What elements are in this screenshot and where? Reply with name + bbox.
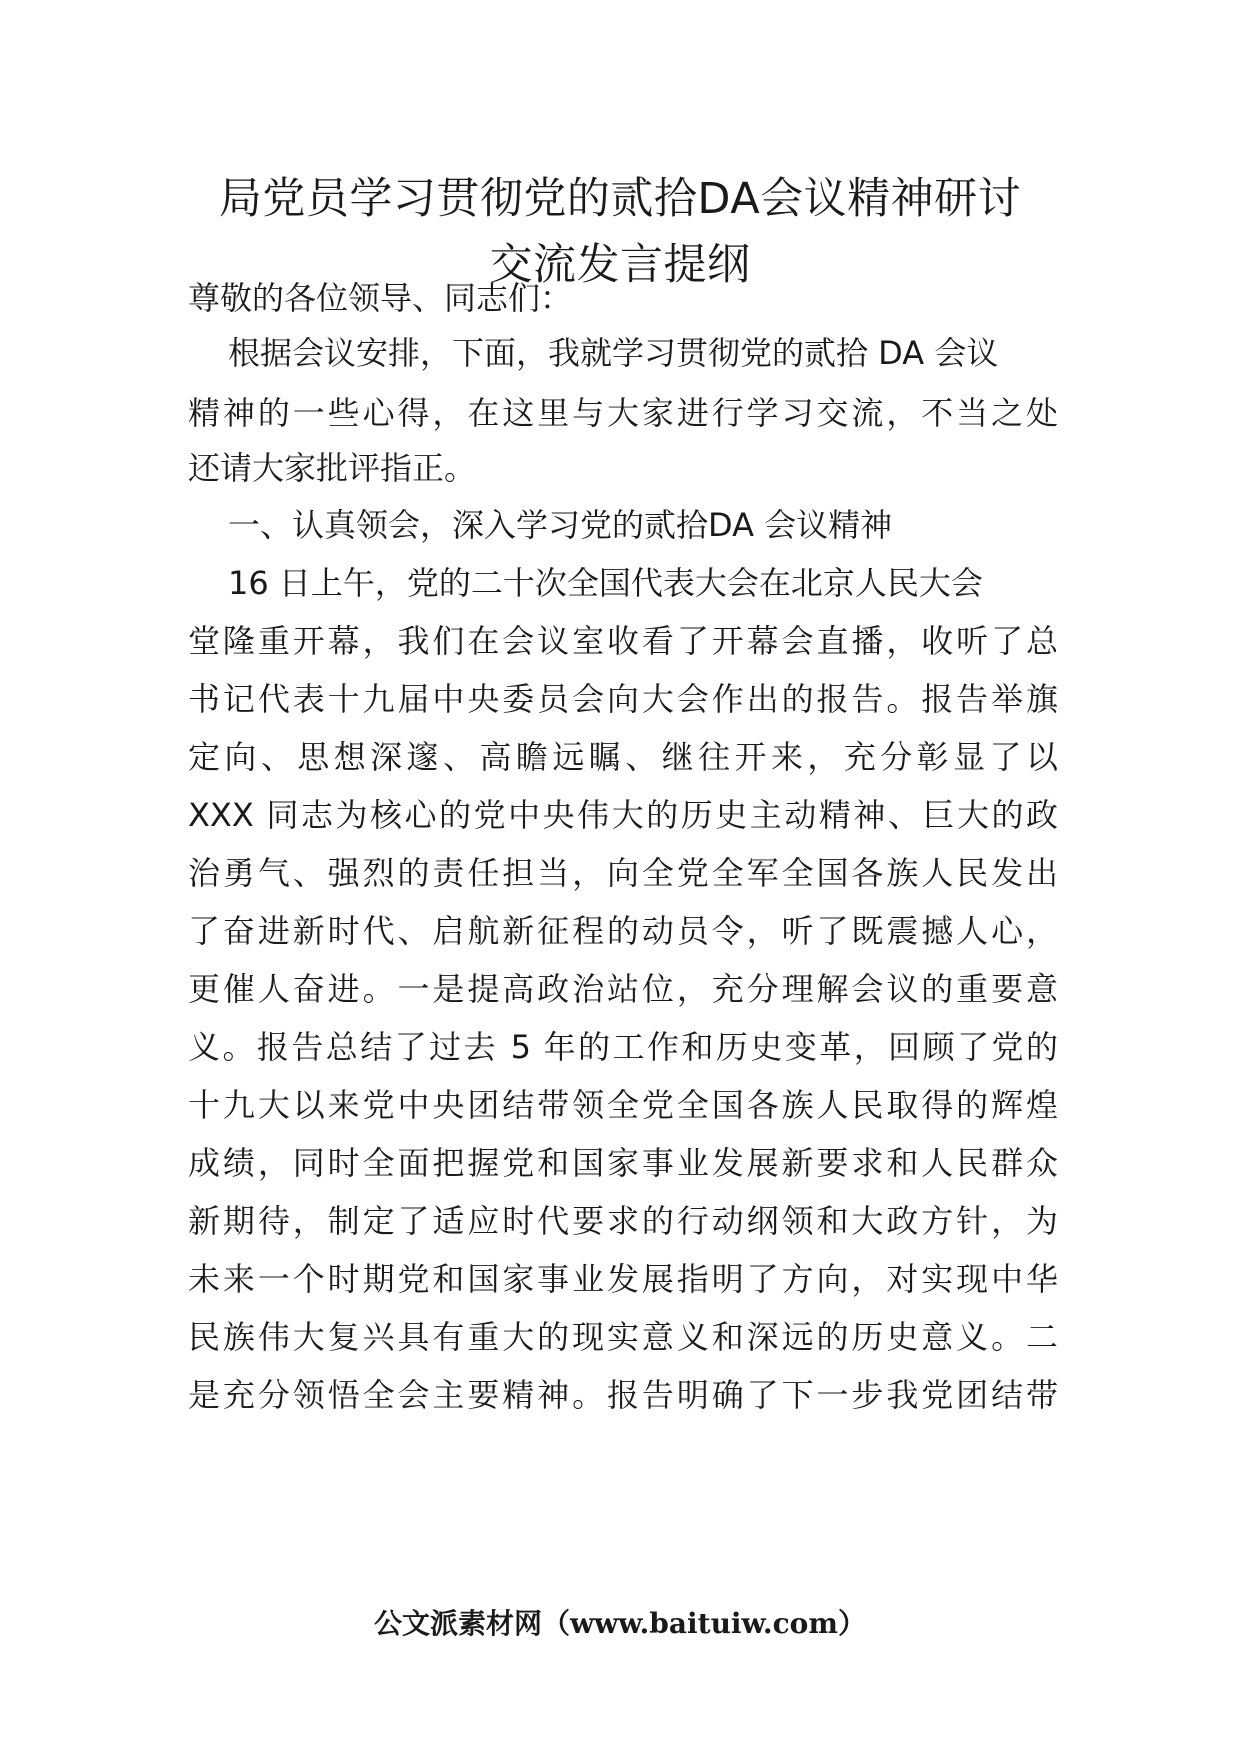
paragraph-line: 根据会议安排，下面，我就学习贯彻党的贰拾 DA 会议 [228,334,999,372]
paragraph-line: 精神的一些心得，在这里与大家进行学习交流，不当之处 [188,394,1058,432]
paragraph-line: 十九大以来党中央团结带领全党全国各族人民取得的辉煌 [188,1086,1058,1124]
paragraph-line: 义。报告总结了过去 5 年的工作和历史变革，回顾了党的 [188,1028,1058,1066]
paragraph-line: 堂隆重开幕，我们在会议室收看了开幕会直播，收听了总 [188,622,1058,660]
footer-watermark: 公文派素材网（www.baituiw.com） [374,1607,866,1640]
paragraph-line: 是充分领悟全会主要精神。报告明确了下一步我党团结带 [188,1376,1058,1414]
paragraph-line: 成绩，同时全面把握党和国家事业发展新要求和人民群众 [188,1144,1058,1182]
paragraph-line: 新期待，制定了适应时代要求的行动纲领和大政方针，为 [188,1202,1058,1240]
paragraph-line: 治勇气、强烈的责任担当，向全党全军全国各族人民发出 [188,854,1058,892]
paragraph-line: 了奋进新时代、启航新征程的动员令，听了既震撼人心， [188,912,1058,950]
paragraph-line: 定向、思想深邃、高瞻远瞩、继往开来，充分彰显了以 [188,738,1058,776]
document-title-line-1: 局党员学习贯彻党的贰拾DA会议精神研讨 [218,174,1022,224]
paragraph-line: 更催人奋进。一是提高政治站位，充分理解会议的重要意 [188,970,1058,1008]
section-heading: 一、认真领会，深入学习党的贰拾DA 会议精神 [228,506,893,544]
salutation: 尊敬的各位领导、同志们： [188,279,573,317]
document-title-line-2: 交流发言提纲 [489,240,751,290]
paragraph-line: 还请大家批评指正。 [188,449,477,487]
paragraph-line: 民族伟大复兴具有重大的现实意义和深远的历史意义。二 [188,1318,1058,1356]
paragraph-line: 未来一个时期党和国家事业发展指明了方向，对实现中华 [188,1260,1058,1298]
paragraph-line: 书记代表十九届中央委员会向大会作出的报告。报告举旗 [188,680,1058,718]
paragraph-line: XXX 同志为核心的党中央伟大的历史主动精神、巨大的政 [188,796,1058,834]
paragraph-line: 16 日上午，党的二十次全国代表大会在北京人民大会 [228,564,983,602]
